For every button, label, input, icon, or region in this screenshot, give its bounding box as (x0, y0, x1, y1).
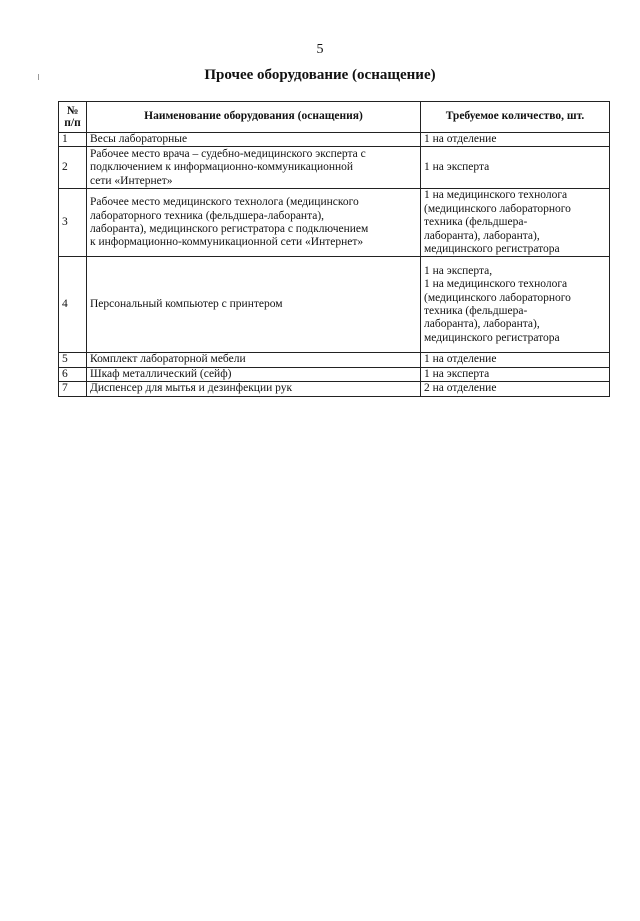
header-number (59, 102, 87, 133)
row-number: 4 (59, 257, 87, 353)
header-number-line2: п/п (64, 117, 81, 129)
row-quantity-line: 1 на медицинского технолога (424, 189, 568, 202)
table-row (59, 367, 610, 381)
row-quantity-line: 1 на эксперта, (424, 264, 493, 277)
row-quantity (421, 257, 610, 353)
row-name (87, 382, 421, 396)
row-quantity-line: медицинского регистратора (424, 243, 560, 256)
header-number-line1: № (66, 105, 79, 117)
row-number: 3 (59, 189, 87, 257)
row-name (87, 367, 421, 381)
row-quantity-line: 1 на отделение (424, 353, 497, 366)
row-quantity (421, 382, 610, 396)
row-name (87, 133, 421, 147)
row-quantity-line: техника (фельдшера- (424, 304, 528, 317)
row-name-line: Рабочее место врача – судебно-медицинского эксперта с (90, 147, 366, 160)
row-quantity (421, 353, 610, 367)
row-quantity-line: лаборанта), лаборанта), (424, 318, 540, 331)
row-name-line: сети «Интернет» (90, 174, 173, 187)
equipment-table (58, 101, 610, 397)
row-quantity-line: (медицинского лабораторного (424, 202, 571, 215)
row-quantity-line: техника (фельдшера- (424, 216, 528, 229)
row-quantity-line: 2 на отделение (424, 382, 497, 395)
document-title: Прочее оборудование (оснащение) (204, 67, 436, 83)
row-quantity (421, 367, 610, 381)
row-name-line: к информационно-коммуникационной сети «Интернет» (90, 236, 364, 249)
row-name-line: Шкаф металлический (сейф) (90, 367, 232, 380)
table-row (59, 353, 610, 367)
row-name (87, 257, 421, 353)
table-row (59, 382, 610, 396)
row-name-line: Персональный компьютер с принтером (90, 298, 283, 311)
row-name-line: Весы лабораторные (90, 133, 188, 145)
row-name-line: лаборанта), медицинского регистратора с подключением (90, 222, 369, 235)
row-quantity-line: 1 на отделение (424, 133, 497, 145)
row-number: 1 (59, 133, 87, 147)
header-name: Наименование оборудования (оснащения) (87, 102, 421, 133)
row-name-line: подключением к информационно-коммуникационной (90, 161, 354, 174)
row-name-line: лабораторного техника (фельдшера-лаборанта), (90, 209, 325, 222)
table-row (59, 147, 610, 189)
row-quantity (421, 133, 610, 147)
row-name (87, 189, 421, 257)
row-quantity-line: 1 на эксперта (424, 161, 490, 174)
table-header-row (59, 102, 610, 133)
row-number: 7 (59, 382, 87, 396)
row-name (87, 147, 421, 189)
row-quantity (421, 189, 610, 257)
header-quantity: Требуемое количество, шт. (421, 102, 610, 133)
row-quantity-line: (медицинского лабораторного (424, 291, 571, 304)
row-name-line: Комплект лабораторной мебели (90, 353, 246, 366)
row-quantity-line: лаборанта), лаборанта), (424, 229, 540, 242)
row-quantity-line: 1 на эксперта (424, 367, 490, 380)
table-row (59, 133, 610, 147)
page-number: 5 (316, 42, 324, 57)
table-row (59, 257, 610, 353)
table-row (59, 189, 610, 257)
row-number: 5 (59, 353, 87, 367)
row-name (87, 353, 421, 367)
row-name-line: Диспенсер для мытья и дезинфекции рук (90, 382, 293, 395)
row-name-line: Рабочее место медицинского технолога (медицинского (90, 196, 359, 209)
row-quantity-line: медицинского регистратора (424, 331, 560, 344)
row-quantity-line: 1 на медицинского технолога (424, 278, 568, 291)
row-quantity (421, 147, 610, 189)
row-number: 2 (59, 147, 87, 189)
row-number: 6 (59, 367, 87, 381)
